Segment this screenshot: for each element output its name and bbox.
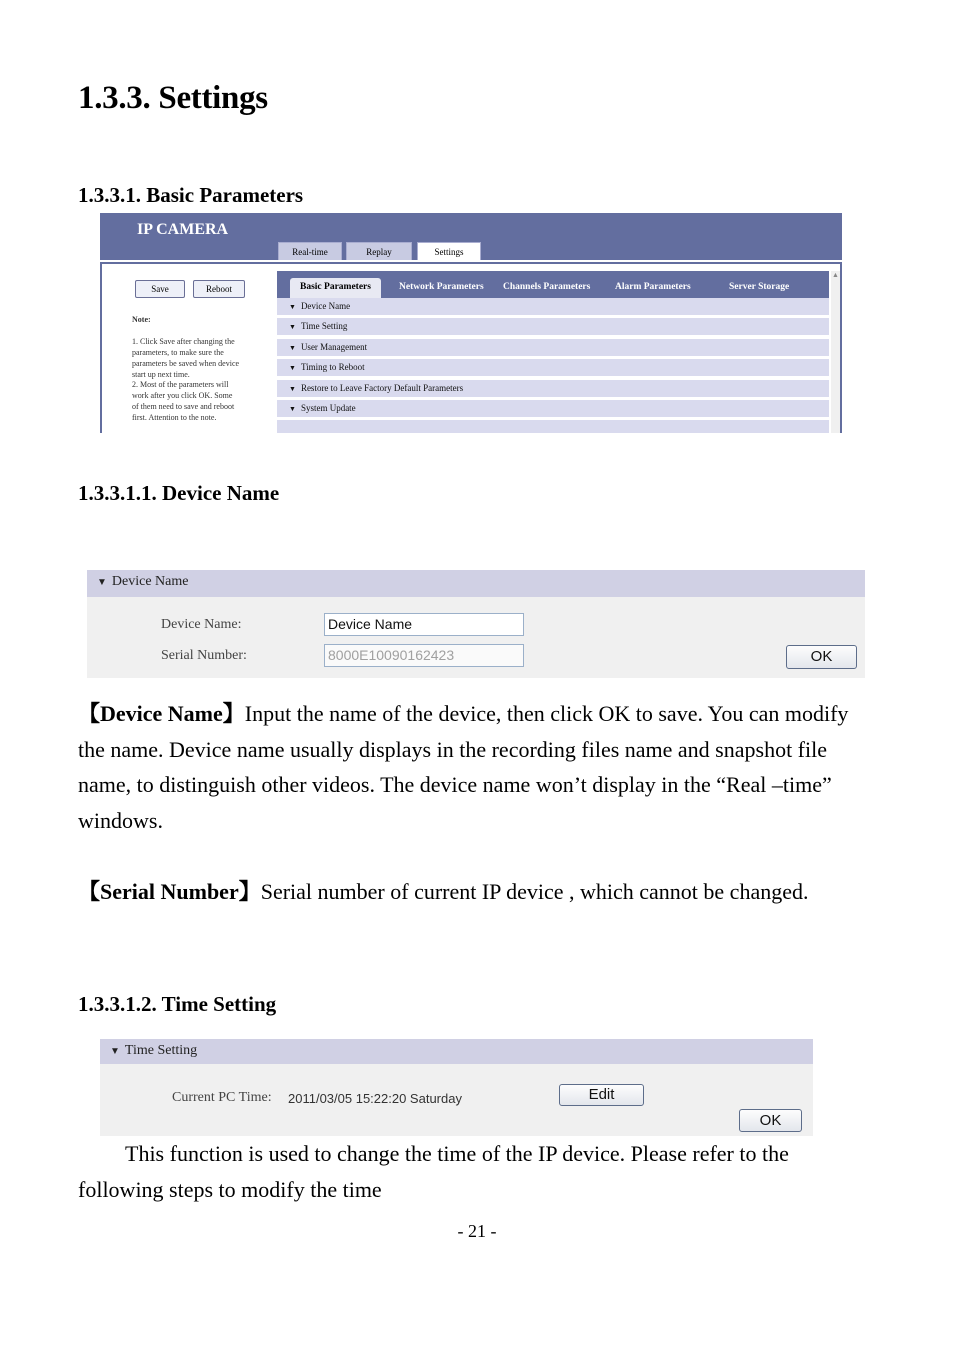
tab-real-time[interactable]: Real-time — [278, 242, 342, 260]
row-empty — [277, 420, 829, 433]
heading-time-setting: 1.3.3.1.2. Time Setting — [78, 992, 277, 1016]
subtab-alarm-parameters[interactable]: Alarm Parameters — [615, 282, 691, 292]
reboot-button[interactable]: Reboot — [193, 280, 245, 298]
row-label: System Update — [300, 403, 356, 413]
term-device-name: 【Device Name】 — [78, 701, 245, 726]
camera-settings-screenshot — [100, 213, 842, 433]
note-line: 1. Click Save after changing the — [132, 337, 235, 346]
row-label: Timing to Reboot — [300, 362, 365, 372]
serial-number-field: 8000E10090162423 — [324, 644, 524, 667]
device-name-label: Device Name: — [161, 617, 242, 632]
row-label: Time Setting — [300, 321, 348, 331]
panel-title: Time Setting — [124, 1043, 198, 1058]
term-serial-number: 【Serial Number】 — [78, 879, 261, 904]
row-label: Restore to Leave Factory Default Parameters — [300, 383, 464, 393]
note-line: parameters, to make sure the — [132, 348, 224, 357]
page-number: - 21 - — [457, 1221, 497, 1241]
serial-number-text: Serial number of current IP device , which cannot be changed. — [260, 879, 809, 904]
camera-brand: IP CAMERA — [137, 221, 229, 238]
heading-basic-parameters: 1.3.3.1. Basic Parameters — [78, 183, 304, 207]
row-timing-to-reboot[interactable] — [277, 359, 829, 378]
device-name-text: Input the name of the device, then click OK to save. You can modify the name. Device name usually displays in the recording files name and snapshot file name, to distinguish other videos. The device name won’t display in the “Real –time” windows. — [78, 701, 849, 833]
heading-device-name: 1.3.3.1.1. Device Name — [78, 481, 280, 505]
row-time-setting[interactable] — [277, 318, 829, 337]
device-name-input[interactable]: Device Name — [324, 613, 524, 636]
collapse-triangle-icon: ▼ — [110, 1046, 120, 1057]
scrollbar[interactable] — [831, 271, 840, 433]
edit-button[interactable]: Edit — [559, 1084, 644, 1106]
expand-triangle-icon: ▼ — [289, 344, 296, 352]
time-setting-description: This function is used to change the time of the IP device. Please refer to the following steps to modify the time — [78, 1141, 789, 1202]
expand-triangle-icon: ▼ — [289, 385, 296, 393]
current-pc-time-value: 2011/03/05 15:22:20 Saturday — [288, 1091, 462, 1106]
serial-number-description — [78, 874, 908, 910]
current-pc-time-label: Current PC Time: — [172, 1090, 272, 1105]
time-setting-panel-header[interactable] — [100, 1039, 813, 1064]
expand-triangle-icon: ▼ — [289, 364, 296, 372]
row-system-update[interactable] — [277, 400, 829, 419]
collapse-triangle-icon: ▼ — [97, 577, 107, 588]
note-line: work after you click OK. Some — [132, 391, 233, 400]
expand-triangle-icon: ▼ — [289, 303, 296, 311]
expand-triangle-icon: ▼ — [289, 323, 296, 331]
settings-subtab-bar — [277, 271, 829, 298]
section-heading-settings: 1.3.3. Settings — [78, 80, 268, 116]
row-user-management[interactable] — [277, 339, 829, 358]
note-title: Note: — [132, 315, 151, 324]
device-name-panel — [87, 570, 865, 678]
subtab-server-storage[interactable]: Server Storage — [729, 282, 790, 292]
expand-triangle-icon: ▼ — [289, 405, 296, 413]
note-line: of them need to save and reboot — [132, 402, 235, 411]
device-name-description — [78, 696, 878, 838]
time-setting-panel — [100, 1039, 813, 1136]
tab-settings[interactable]: Settings — [417, 242, 481, 260]
row-restore-defaults[interactable] — [277, 380, 829, 399]
save-button[interactable]: Save — [135, 280, 185, 298]
note-line: parameters be saved when device — [132, 359, 240, 368]
row-label: Device Name — [300, 301, 351, 311]
ok-button[interactable]: OK — [786, 645, 857, 669]
row-label: User Management — [300, 342, 368, 352]
panel-title: Device Name — [111, 574, 189, 589]
note-line: 2. Most of the parameters will — [132, 380, 229, 389]
subtab-network-parameters[interactable]: Network Parameters — [399, 282, 484, 292]
device-name-panel-header[interactable] — [87, 570, 865, 597]
subtab-channels-parameters[interactable]: Channels Parameters — [503, 282, 591, 292]
subtab-basic-parameters[interactable]: Basic Parameters — [290, 278, 381, 298]
note-line: start up next time. — [132, 370, 190, 379]
serial-number-label: Serial Number: — [161, 648, 247, 663]
row-device-name[interactable] — [277, 298, 829, 317]
note-line: first. Attention to the note. — [132, 413, 217, 422]
scroll-up-arrow-icon[interactable]: ▲ — [832, 271, 839, 279]
ok-button[interactable]: OK — [739, 1109, 802, 1132]
tab-replay[interactable]: Replay — [346, 242, 412, 260]
